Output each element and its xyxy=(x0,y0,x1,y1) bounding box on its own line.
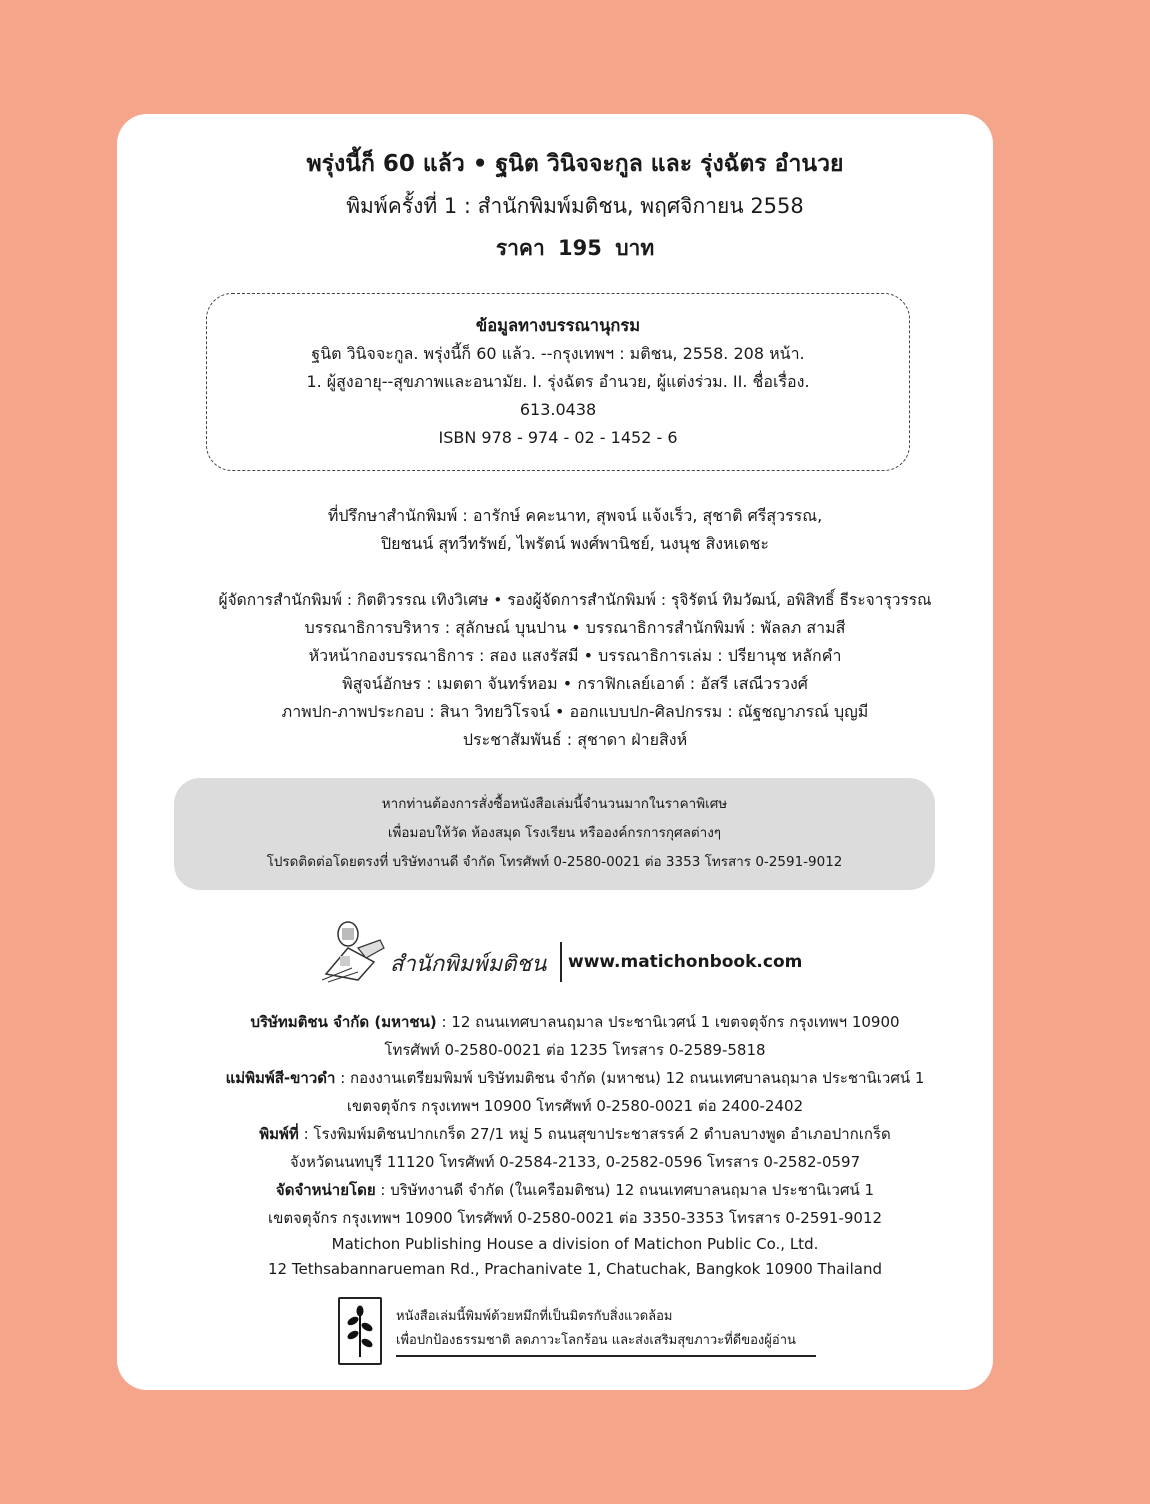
eco-underline xyxy=(396,1355,816,1357)
address-text: เขตจตุจักร กรุงเทพฯ 10900 โทรศัพท์ 0-2580-0021 ต่อ 2400-2402 xyxy=(346,1097,804,1115)
address-text: โทรศัพท์ 0-2580-0021 ต่อ 1235 โทรสาร 0-2589-5818 xyxy=(384,1041,766,1059)
advisors-line: ที่ปรึกษาสำนักพิมพ์ : อารักษ์ คคะนาท, สุพจน์ แจ้งเร็ว, สุชาติ ศรีสุวรรณ, xyxy=(327,506,823,525)
staff-block xyxy=(0,586,1150,754)
staff-line: ภาพปก-ภาพประกอบ : สินา วิทยวิโรจน์ • ออกแบบปก-ศิลปกรรม : ณัฐชญาภรณ์ บุญมี xyxy=(281,702,869,721)
publisher-script-logo: สำนักพิมพ์มติชน xyxy=(390,952,547,977)
price-line: ราคา 195 บาท xyxy=(495,236,655,260)
address-line xyxy=(0,1204,1150,1232)
address-label: บริษัทมติชน จำกัด (มหาชน) xyxy=(250,1013,437,1031)
cip-line: ฐนิต วินิจจะกูล. พรุ่งนี้ก็ 60 แล้ว. --กรุงเทพฯ : มติชน, 2558. 208 หน้า. xyxy=(311,344,805,363)
staff-line: ประชาสัมพันธ์ : สุชาดา ฝ่ายสิงห์ xyxy=(462,730,688,749)
address-line xyxy=(0,1120,1150,1148)
english-address-block xyxy=(0,1232,1150,1282)
advisors-block xyxy=(0,502,1150,558)
address-label: แม่พิมพ์สี-ขาวดำ xyxy=(225,1069,336,1087)
english-line: Matichon Publishing House a division of Matichon Public Co., Ltd. xyxy=(331,1235,819,1253)
staff-line: หัวหน้ากองบรรณาธิการ : สอง แสงรัสมี • บรรณาธิการเล่ม : ปรียานุช หลักคำ xyxy=(308,646,842,665)
website-link[interactable]: www.matichonbook.com xyxy=(568,952,803,972)
notice-line: หากท่านต้องการสั่งซื้อหนังสือเล่มนี้จำนวนมากในราคาพิเศษ xyxy=(381,796,728,812)
logo-divider xyxy=(560,942,562,982)
notice-line: เพื่อมอบให้วัด ห้องสมุด โรงเรียน หรือองค์กรการกุศลต่างๆ xyxy=(387,825,722,841)
staff-line: ผู้จัดการสำนักพิมพ์ : กิตติวรรณ เทิงวิเศษ • รองผู้จัดการสำนักพิมพ์ : รุจิรัตน์ ทิมวัฒน์, อพิสิทธิ์ ธีระจารุวรรณ xyxy=(218,591,932,609)
staff-line: บรรณาธิการบริหาร : สุลักษณ์ บุนปาน • บรรณาธิการสำนักพิมพ์ : พัลลภ สามสี xyxy=(304,618,846,637)
book-title: พรุ่งนี้ก็ 60 แล้ว • ฐนิต วินิจจะกูล และ รุ่งฉัตร อำนวย xyxy=(306,151,844,177)
address-label: จัดจำหน่ายโดย xyxy=(275,1181,376,1199)
eco-book-icon xyxy=(338,1297,382,1365)
cip-isbn: ISBN 978 - 974 - 02 - 1452 - 6 xyxy=(438,428,678,447)
address-line xyxy=(0,1036,1150,1064)
address-label: พิมพ์ที่ xyxy=(259,1125,299,1143)
cip-heading: ข้อมูลทางบรรณานุกรม xyxy=(475,316,641,335)
publisher-logo-row xyxy=(318,918,838,998)
cip-classification: 613.0438 xyxy=(519,400,597,419)
address-line xyxy=(0,1092,1150,1120)
eco-ink-notice xyxy=(338,1297,818,1369)
notice-line: โปรดติดต่อโดยตรงที่ บริษัทงานดี จำกัด โทรศัพท์ 0-2580-0021 ต่อ 3353 โทรสาร 0-2591-9012 xyxy=(266,854,843,870)
cip-box xyxy=(206,293,910,471)
address-text: : โรงพิมพ์มติชนปากเกร็ด 27/1 หมู่ 5 ถนนสุขาประชาสรรค์ 2 ตำบลบางพูด อำเภอปากเกร็ด xyxy=(298,1125,891,1143)
address-line xyxy=(0,1148,1150,1176)
address-text: จังหวัดนนทบุรี 11120 โทรศัพท์ 0-2584-2133, 0-2582-0596 โทรสาร 0-2582-0597 xyxy=(289,1153,861,1171)
address-text: : บริษัทงานดี จำกัด (ในเครือมติชน) 12 ถนนเทศบาลนฤมาล ประชานิเวศน์ 1 xyxy=(375,1181,875,1199)
eco-line: หนังสือเล่มนี้พิมพ์ด้วยหมึกที่เป็นมิตรกับสิ่งแวดล้อม xyxy=(396,1309,673,1324)
bulk-order-notice xyxy=(174,778,935,890)
address-block xyxy=(0,1008,1150,1232)
staff-line: พิสูจน์อักษร : เมตตา จันทร์หอม • กราฟิกเลย์เอาต์ : อัสรี เสณีวรวงศ์ xyxy=(342,674,808,693)
address-text: : กองงานเตรียมพิมพ์ บริษัทมติชน จำกัด (มหาชน) 12 ถนนเทศบาลนฤมาล ประชานิเวศน์ 1 xyxy=(335,1069,925,1087)
address-line xyxy=(0,1064,1150,1092)
address-line xyxy=(0,1176,1150,1204)
address-text: : 12 ถนนเทศบาลนฤมาล ประชานิเวศน์ 1 เขตจตุจักร กรุงเทพฯ 10900 xyxy=(436,1013,900,1031)
eco-line: เพื่อปกป้องธรรมชาติ ลดภาวะโลกร้อน และส่งเสริมสุขภาวะที่ดีของผู้อ่าน xyxy=(396,1333,796,1348)
english-line: 12 Tethsabannarueman Rd., Prachanivate 1, Chatuchak, Bangkok 10900 Thailand xyxy=(268,1260,882,1278)
address-text: เขตจตุจักร กรุงเทพฯ 10900 โทรศัพท์ 0-2580-0021 ต่อ 3350-3353 โทรสาร 0-2591-9012 xyxy=(267,1209,883,1227)
mascot-reading-icon xyxy=(318,918,388,984)
leaf-branch-icon xyxy=(340,1299,380,1363)
address-line xyxy=(0,1008,1150,1036)
cip-line: 1. ผู้สูงอายุ--สุขภาพและอนามัย. I. รุ่งฉัตร อำนวย, ผู้แต่งร่วม. II. ชื่อเรื่อง. xyxy=(306,372,810,391)
advisors-line: ปิยชนน์ สุทวีทรัพย์, ไพรัตน์ พงศ์พานิชย์, นงนุช สิงหเดชะ xyxy=(381,534,769,553)
edition-line: พิมพ์ครั้งที่ 1 : สำนักพิมพ์มติชน, พฤศจิกายน 2558 xyxy=(346,194,804,218)
